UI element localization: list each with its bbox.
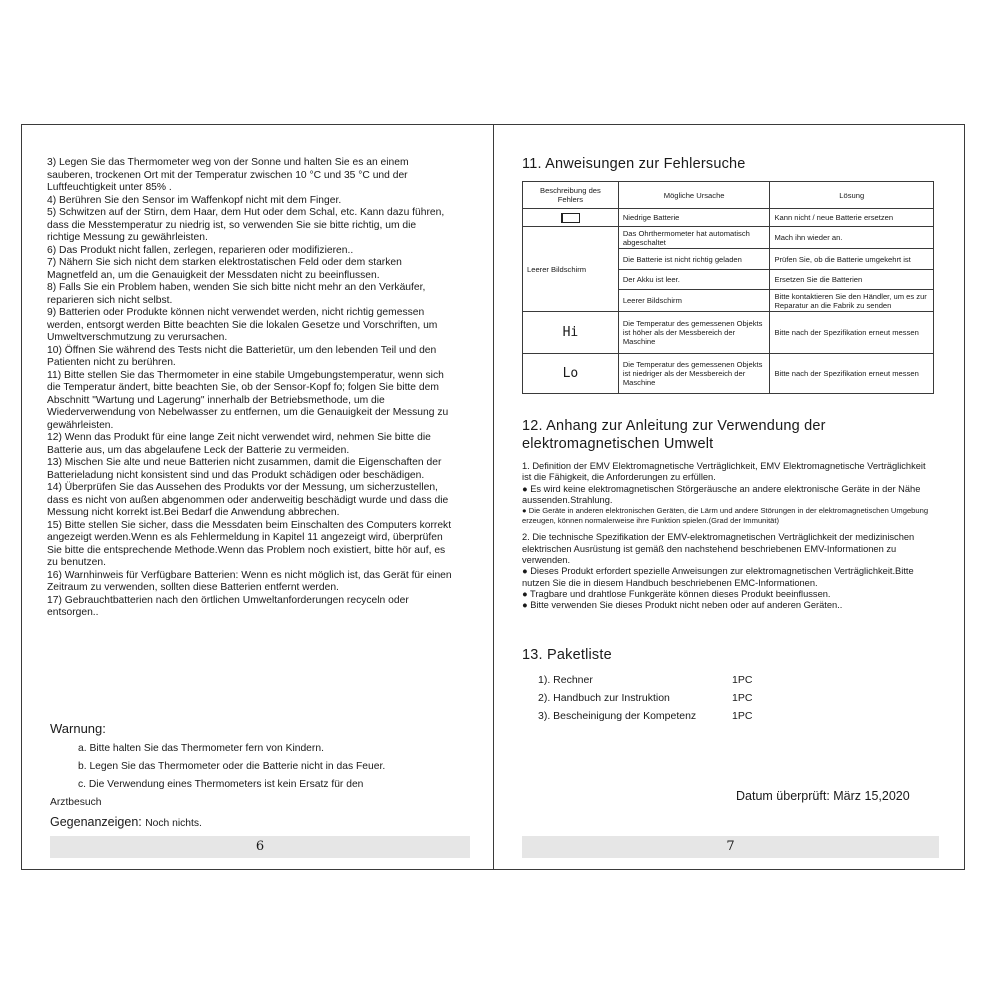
left-page <box>22 125 493 869</box>
table-cell: Leerer Bildschirm <box>523 227 619 312</box>
page-number-bar <box>522 836 939 858</box>
precaution-item: 10) Öffnen Sie während des Tests nicht die Batterietür, um den lebenden Teil und den Patienten nicht zu berühren. <box>47 344 437 368</box>
precaution-item: 3) Legen Sie das Thermometer weg von der Sonne und halten Sie es an einem sauberen, trockenen Ort mit der Temperatur zwischen 10 °C und 35 °C und der Luftfeuchtigkeit unter 85% . <box>47 157 409 193</box>
emc-section <box>522 461 934 611</box>
column-header: Mögliche Ursache <box>618 182 770 209</box>
emc-bullet: ● Bitte verwenden Sie dieses Produkt nicht neben oder auf anderen Geräten.. <box>522 600 843 611</box>
manual-spread <box>21 124 965 870</box>
troubleshooting-title: 11. Anweisungen zur Fehlersuche <box>522 156 746 172</box>
table-cell: Ersetzen Sie die Batterien <box>770 270 934 290</box>
packing-list <box>538 671 753 725</box>
precaution-item: 6) Das Produkt nicht fallen, zerlegen, reparieren oder modifizieren.. <box>47 244 354 256</box>
packing-title: 13. Paketliste <box>522 647 612 663</box>
table-cell: Der Akku ist leer. <box>618 270 770 290</box>
precaution-item: 11) Bitte stellen Sie das Thermometer in eine stabile Umgebungstemperatur, wenn sich die Temperatur ändert, bitte beachten Sie, ob der Sensor-Kopf fo; folgen Sie bitte dem Abschnitt "Wartung und Lagerung" innerhalb der Betriebsmethode, um die Wiederverwendung von Nebelwasser zu entfernen, um die Genauigkeit der Messung zu gewährleisten. <box>47 369 449 431</box>
emc-definition: 1. Definition der EMV Elektromagnetische Verträglichkeit, EMV Elektromagnetische Verträglichkeit ist die Fähigkeit, die Anforderungen zu erfüllen. <box>522 461 926 483</box>
low-battery-symbol <box>523 209 619 227</box>
packing-item-label: 3). Bescheinigung der Kompetenz <box>538 710 697 722</box>
hi-symbol: Hi <box>523 312 619 354</box>
warning-item: c. Die Verwendung eines Thermometers ist kein Ersatz für den <box>78 779 364 790</box>
table-cell: Bitte kontaktieren Sie den Händler, um es zur Reparatur an die Fabrik zu senden <box>770 290 934 312</box>
emc-bullet: ● Dieses Produkt erfordert spezielle Anweisungen zur elektromagnetischen Verträglichkeit.Bitte nutzen Sie die in diesem Handbuch beschriebenen EMC-Informationen. <box>522 566 914 588</box>
table-row <box>523 209 934 227</box>
precaution-item: 12) Wenn das Produkt für eine lange Zeit nicht verwendet wird, nehmen Sie bitte die Batterie aus, um das abgelaufene Leck der Batterie zu vermeiden. <box>47 432 431 456</box>
bullet-icon: ● <box>522 483 528 494</box>
packing-item-label: 2). Handbuch zur Instruktion <box>538 692 670 704</box>
table-cell: Die Batterie ist nicht richtig geladen <box>618 249 770 270</box>
contra-value: Noch nichts. <box>145 818 202 829</box>
bullet-icon: ● <box>522 566 528 577</box>
warning-item: Arztbesuch <box>50 797 102 808</box>
table-cell: Bitte nach der Spezifikation erneut messen <box>770 312 934 354</box>
table-cell: Bitte nach der Spezifikation erneut messen <box>770 354 934 394</box>
table-cell: Leerer Bildschirm <box>618 290 770 312</box>
warning-item: b. Legen Sie das Thermometer oder die Batterie nicht in das Feuer. <box>78 761 386 772</box>
precaution-item: 14) Überprüfen Sie das Aussehen des Produkts vor der Messung, um sicherzustellen, dass es nicht von außen abgenommen oder anderweitig beschädigt wurde und dass die Messung nicht korrekt ist.Bei Bedarf die Anwendung abbrechen. <box>47 482 449 518</box>
table-row <box>523 312 934 354</box>
bullet-icon: ● <box>522 600 528 611</box>
table-cell: Prüfen Sie, ob die Batterie umgekehrt ist <box>770 249 934 270</box>
list-item <box>538 689 753 707</box>
emc-specification: 2. Die technische Spezifikation der EMV-elektromagnetischen Verträglichkeit der medizinischen elektrischen Ausrüstung ist gemäß den nachstehend beschriebenen EMV-Informationen zu verwenden. <box>522 532 915 565</box>
contra-label: Gegenanzeigen: <box>50 815 142 829</box>
precaution-item: 8) Falls Sie ein Problem haben, wenden Sie sich bitte nicht mehr an den Verkäufer, reparieren sich nicht selbst. <box>47 282 426 306</box>
column-header: Beschreibung des Fehlers <box>523 182 619 209</box>
precautions-list <box>47 157 452 620</box>
precaution-item: 16) Warnhinweis für Verfügbare Batterien: Wenn es nicht möglich ist, das Gerät für einen Zeitraum zu verwenden, sollten diese Batterien entfernt werden. <box>47 569 452 593</box>
emc-bullet: ● Die Geräte in anderen elektronischen Geräten, die Lärm und andere Störungen in der elektromagnetischen Umgebung erzeugen, können normalerweise ihre Funktion spielen.(Grad der Immunität) <box>522 506 929 525</box>
date-reviewed: Datum überprüft: März 15,2020 <box>736 789 910 803</box>
bullet-icon: ● <box>522 506 527 516</box>
emc-bullet: ● Es wird keine elektromagnetischen Störgeräusche an andere elektronische Geräte in der Nähe aussenden.Strahlung. <box>522 483 921 505</box>
lo-symbol: Lo <box>523 354 619 394</box>
warning-title: Warnung: <box>50 721 106 736</box>
troubleshooting-table <box>522 181 934 394</box>
precaution-item: 5) Schwitzen auf der Stirn, dem Haar, dem Hut oder dem Schal, etc. Kann dazu führen, dass die Messtemperatur zu niedrig ist, so verwenden Sie sie bitte richtig, um die richtige Messung zu gewährleisten. <box>47 207 445 243</box>
table-row <box>523 227 934 249</box>
precaution-item: 9) Batterien oder Produkte können nicht verwendet werden, nicht richtig gemessen werden, entsorgt werden Bitte beachten Sie die lokalen Gesetze und Vorschriften, um Umweltverschmutzung zu verursachen. <box>47 307 438 343</box>
list-item <box>538 671 753 689</box>
page-number-bar <box>50 836 470 858</box>
precaution-item: 17) Gebrauchtbatterien nach den örtlichen Umweltanforderungen recyceln oder entsorgen.. <box>47 594 409 618</box>
packing-item-qty: 1PC <box>732 692 753 704</box>
contraindications <box>50 815 202 829</box>
table-cell: Das Ohrthermometer hat automatisch abgeschaltet <box>618 227 770 249</box>
table-header-row <box>523 182 934 209</box>
list-item <box>538 707 753 725</box>
page-number: 6 <box>255 839 265 854</box>
battery-icon <box>561 213 580 223</box>
column-header: Lösung <box>770 182 934 209</box>
right-page <box>494 125 965 869</box>
page-number: 7 <box>726 839 735 854</box>
emc-bullet: ● Tragbare und drahtlose Funkgeräte können dieses Produkt beeinflussen. <box>522 588 831 599</box>
precaution-item: 4) Berühren Sie den Sensor im Waffenkopf nicht mit dem Finger. <box>47 194 342 206</box>
table-cell: Niedrige Batterie <box>618 209 770 227</box>
packing-item-label: 1). Rechner <box>538 674 593 686</box>
table-cell: Mach ihn wieder an. <box>770 227 934 249</box>
table-row <box>523 354 934 394</box>
emc-title: 12. Anhang zur Anleitung zur Verwendung der elektromagnetischen Umwelt <box>522 418 826 452</box>
warning-item: a. Bitte halten Sie das Thermometer fern von Kindern. <box>78 743 324 754</box>
table-cell: Kann nicht / neue Batterie ersetzen <box>770 209 934 227</box>
precaution-item: 15) Bitte stellen Sie sicher, dass die Messdaten beim Einschalten des Computers korrekt angezeigt werden.Wenn es als Fehlermeldung in Kapitel 11 angezeigt wird, überprüfen Sie bitte die entsprechende Methode.Wenn das Problem noch existiert, bitte hör auf, es zu benutzen. <box>47 519 452 568</box>
precaution-item: 13) Mischen Sie alte und neue Batterien nicht zusammen, damit die Eigenschaften der Batterieladung nicht konsistent sind und das Produkt schädigen oder beschädigen. <box>47 457 442 481</box>
bullet-icon: ● <box>522 588 528 599</box>
precaution-item: 7) Nähern Sie sich nicht dem starken elektrostatischen Feld oder dem starken Magnetfeld an, um die Genauigkeit der Messdaten nicht zu beeinflussen. <box>47 257 402 281</box>
packing-item-qty: 1PC <box>732 710 753 722</box>
table-cell: Die Temperatur des gemessenen Objekts ist niedriger als der Messbereich der Maschine <box>618 354 770 394</box>
table-cell: Die Temperatur des gemessenen Objekts ist höher als der Messbereich der Maschine <box>618 312 770 354</box>
packing-item-qty: 1PC <box>732 674 753 686</box>
